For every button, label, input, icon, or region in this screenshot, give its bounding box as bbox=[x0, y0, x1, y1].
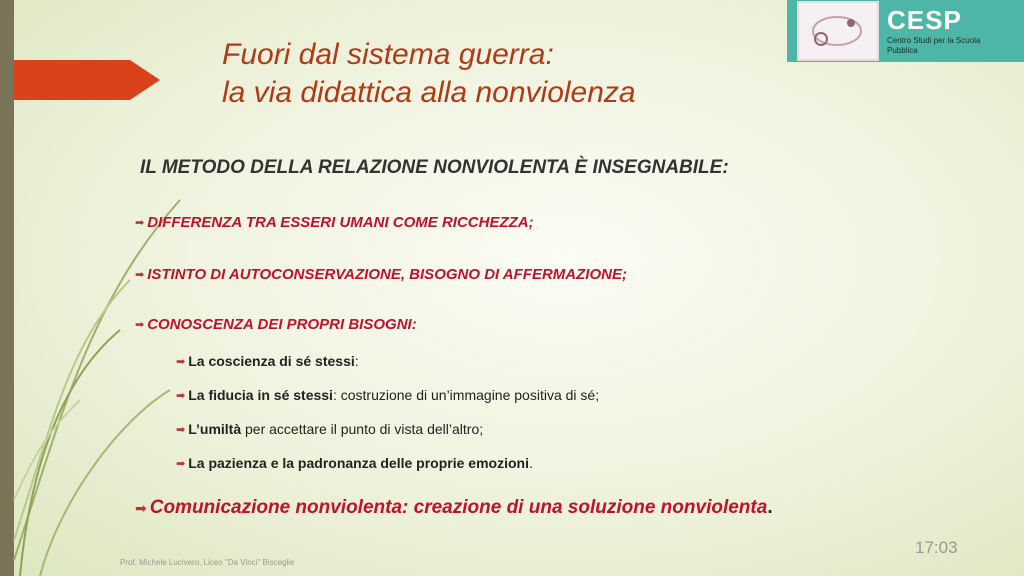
sub-bullet-item bbox=[176, 421, 483, 437]
sub-bullet-bold: La pazienza e la padronanza delle proprie emozioni bbox=[188, 455, 529, 471]
sub-bullet-item bbox=[176, 455, 533, 471]
logo-title: CESP bbox=[887, 5, 962, 36]
sub-bullet-bold: La coscienza di sé stessi bbox=[188, 353, 355, 369]
bullet-text: CONOSCENZA DEI PROPRI BISOGNI: bbox=[147, 316, 417, 333]
cesp-logo bbox=[787, 0, 1024, 62]
sub-bullet-bold: La fiducia in sé stessi bbox=[188, 387, 333, 403]
bullet-item bbox=[135, 266, 627, 283]
arrow-bullet-icon: ➡ bbox=[135, 319, 145, 331]
bullet-text: ISTINTO DI AUTOCONSERVAZIONE, BISOGNO DI AFFERMAZIONE; bbox=[147, 266, 627, 283]
slide-title bbox=[222, 36, 636, 112]
sub-bullet-item bbox=[176, 387, 599, 403]
sub-bullet-text: per accettare il punto di vista dell’altro; bbox=[241, 421, 484, 437]
title-line-2: la via didattica alla nonviolenza bbox=[222, 76, 636, 109]
title-line-1: Fuori dal sistema guerra: bbox=[222, 38, 554, 71]
arrow-bullet-icon: ➡ bbox=[176, 423, 186, 436]
decorative-leaves bbox=[0, 0, 220, 576]
sub-bullet-bold: L’umiltà bbox=[188, 421, 242, 437]
arrow-bullet-icon: ➡ bbox=[135, 499, 147, 516]
final-bullet-punct: . bbox=[767, 497, 773, 518]
final-bullet bbox=[135, 497, 773, 519]
slide-footer: Prof. Michele Lucivero, Liceo "Da Vinci" Bisceglie bbox=[120, 558, 295, 567]
arrow-bullet-icon: ➡ bbox=[176, 389, 186, 402]
final-bullet-text: Comunicazione nonviolenta: creazione di una soluzione nonviolenta bbox=[149, 497, 768, 518]
bullet-text: DIFFERENZA TRA ESSERI UMANI COME RICCHEZZA; bbox=[147, 214, 534, 231]
sub-bullet-text: : bbox=[354, 353, 359, 369]
arrow-bullet-icon: ➡ bbox=[135, 269, 145, 281]
arrow-bullet-icon: ➡ bbox=[176, 457, 186, 470]
arrow-bullet-icon: ➡ bbox=[176, 355, 186, 368]
logo-subtitle: Centro Studi per la Scuola Pubblica bbox=[887, 36, 981, 55]
arrow-bullet-icon: ➡ bbox=[135, 217, 145, 229]
sub-bullet-text: . bbox=[528, 455, 533, 471]
bullet-item bbox=[135, 316, 417, 333]
logo-illustration bbox=[797, 1, 879, 61]
sub-bullet-text: : costruzione di un’immagine positiva di sé; bbox=[332, 387, 600, 403]
bullet-item bbox=[135, 214, 534, 231]
slide-time: 17:03 bbox=[915, 538, 958, 557]
title-arrow-shape bbox=[14, 60, 160, 100]
sub-bullet-item bbox=[176, 353, 359, 369]
slide-subtitle: IL METODO DELLA RELAZIONE NONVIOLENTA È INSEGNABILE: bbox=[140, 157, 729, 178]
